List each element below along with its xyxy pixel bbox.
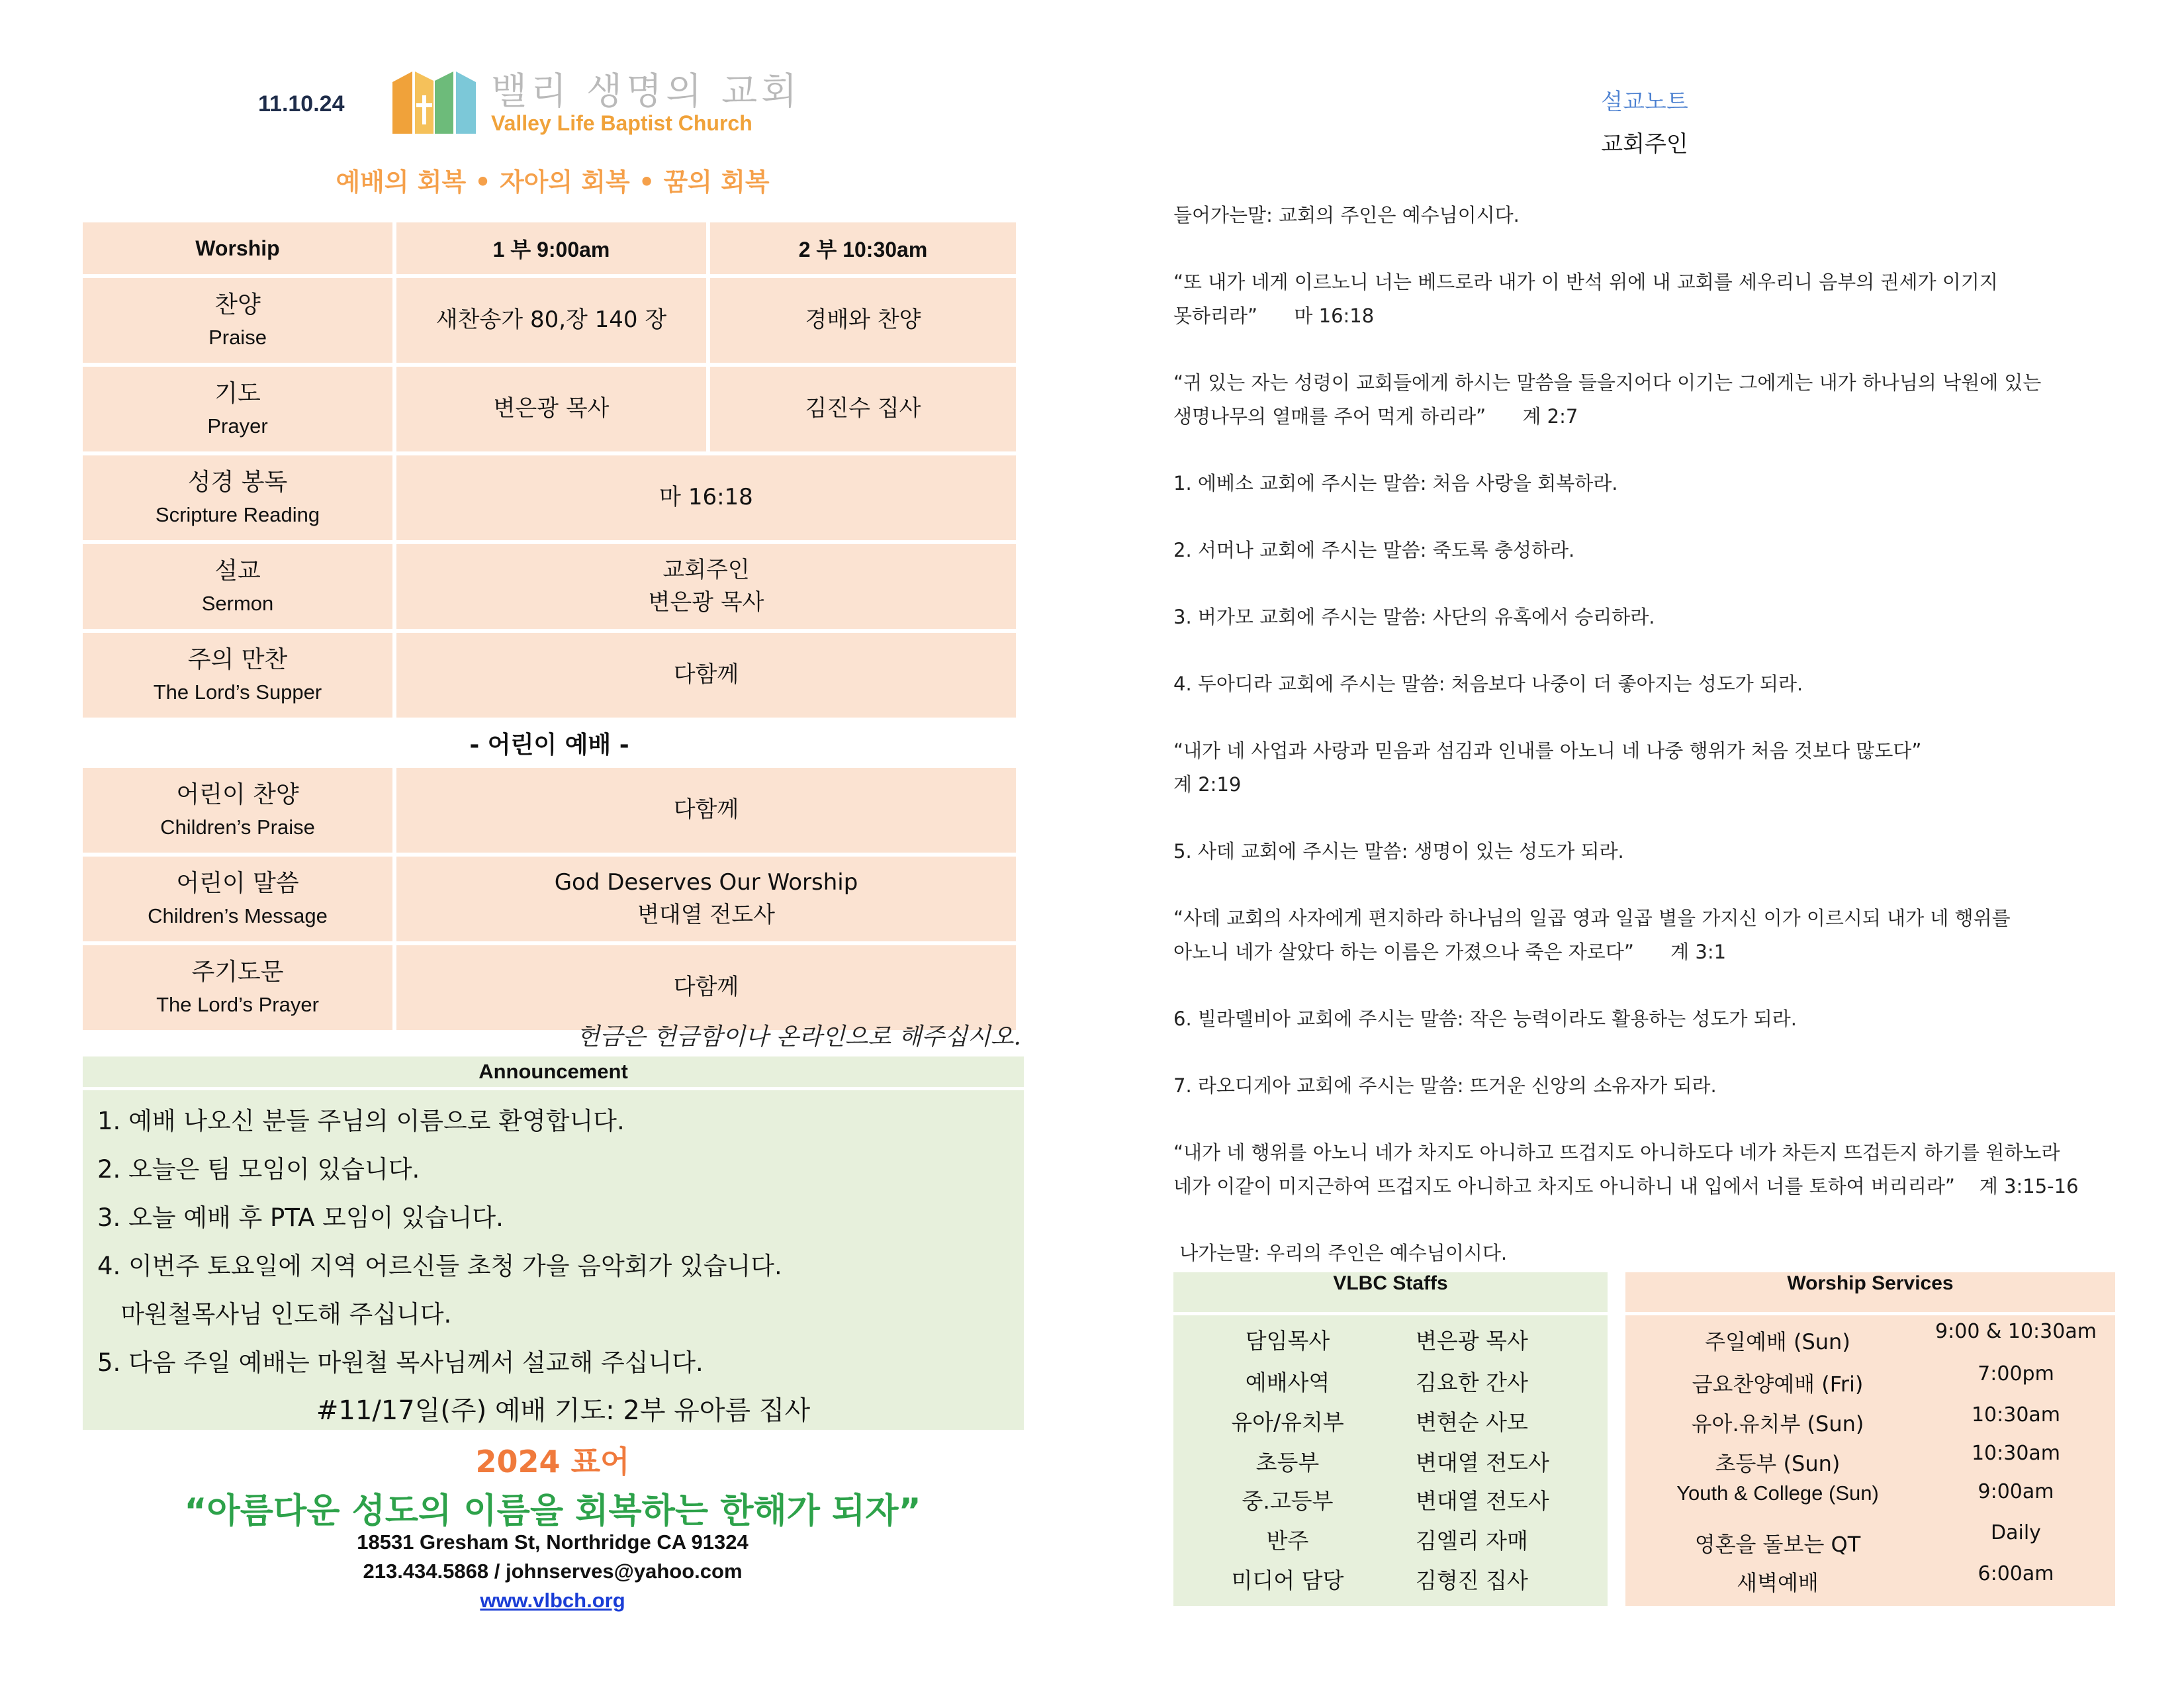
kids-worship-title-row bbox=[83, 722, 1016, 764]
note-line: 아노니 네가 살았다 하는 이름은 가졌으나 죽은 자로다” 계 3:1 bbox=[1173, 941, 1727, 963]
announcement-item: 5. 다음 주일 예배는 마원철 목사님께서 설교해 주십니다. bbox=[97, 1348, 704, 1377]
header-second-service: 2 부 10:30am bbox=[710, 222, 1016, 274]
prayer-row bbox=[83, 367, 1016, 451]
church-website-link[interactable]: www.vlbch.org bbox=[480, 1589, 625, 1612]
staff-name: 변대열 전도사 bbox=[1416, 1488, 1549, 1514]
sermon-notes-subtitle: 교회주인 bbox=[1601, 131, 1688, 158]
kids-praise-label bbox=[83, 768, 392, 853]
note-line: “귀 있는 자는 성령이 교회들에게 하시는 말씀을 들을지어다 이기는 그에게는 내가 하나님의 낙원에 있는 bbox=[1173, 371, 2042, 394]
sermon-label-en: Sermon bbox=[201, 591, 274, 615]
note-line: 5. 사데 교회에 주시는 말씀: 생명이 있는 성도가 되라. bbox=[1173, 840, 1624, 863]
note-line: 들어가는말: 교회의 주인은 예수님이시다. bbox=[1173, 204, 1520, 226]
staff-name: 김엘리 자매 bbox=[1416, 1528, 1528, 1554]
staff-role: 초등부 bbox=[1255, 1450, 1320, 1476]
lords-prayer-row bbox=[83, 945, 1016, 1030]
next-week-prayer-note: #11/17일(주) 예배 기도: 2부 유아름 집사 bbox=[316, 1395, 811, 1426]
lords-prayer-label bbox=[83, 945, 392, 1030]
scripture-row bbox=[83, 455, 1016, 540]
staff-role: 유아/유치부 bbox=[1231, 1409, 1344, 1435]
sermon-row bbox=[83, 544, 1016, 629]
note-line: 못하리라” 마 16:18 bbox=[1173, 305, 1375, 327]
service-time: 10:30am bbox=[1971, 1403, 2061, 1427]
service-time: 9:00 & 10:30am bbox=[1935, 1320, 2097, 1343]
service-time: Daily bbox=[1991, 1521, 2041, 1544]
kids-praise-label-kr: 어린이 찬양 bbox=[176, 781, 299, 809]
note-line: 7. 라오디게아 교회에 주시는 말씀: 뜨거운 신앙의 소유자가 되라. bbox=[1173, 1074, 1717, 1097]
worship-services-title: Worship Services bbox=[1625, 1272, 2115, 1315]
staff-name: 변현순 사모 bbox=[1416, 1409, 1528, 1435]
kids-message-label-kr: 어린이 말씀 bbox=[176, 870, 299, 898]
note-line: 1. 에베소 교회에 주시는 말씀: 처음 사랑을 회복하라. bbox=[1173, 472, 1618, 494]
service-time: 9:00am bbox=[1978, 1480, 2054, 1503]
note-line: 6. 빌라델비아 교회에 주시는 말씀: 작은 능력이라도 활용하는 성도가 되라. bbox=[1173, 1008, 1797, 1030]
praise-label-en: Praise bbox=[208, 325, 267, 349]
kids-praise-value: 다함께 bbox=[396, 768, 1016, 853]
lords-supper-value: 다함께 bbox=[396, 633, 1016, 718]
kids-message-label bbox=[83, 857, 392, 941]
scripture-value: 마 16:18 bbox=[396, 455, 1016, 540]
kids-worship-title: - 어린이 예배 - bbox=[83, 722, 1016, 764]
service-time: 6:00am bbox=[1978, 1562, 2054, 1585]
kids-praise-label-en: Children’s Praise bbox=[160, 815, 315, 839]
announcement-box bbox=[83, 1056, 1024, 1430]
note-line: “또 내가 네게 이르노니 너는 베드로라 내가 이 반석 위에 내 교회를 세우리니 음부의 권세가 이기지 bbox=[1173, 271, 1998, 293]
lords-supper-row bbox=[83, 633, 1016, 718]
note-line: 2. 서머나 교회에 주시는 말씀: 죽도록 충성하라. bbox=[1173, 539, 1575, 561]
note-line: 3. 버가모 교회에 주시는 말씀: 사단의 유혹에서 승리하라. bbox=[1173, 606, 1655, 628]
staff-role: 담임목사 bbox=[1245, 1328, 1330, 1354]
service-name: 주일예배 (Sun) bbox=[1705, 1329, 1850, 1354]
church-website-row bbox=[83, 1589, 1023, 1613]
prayer-label-en: Prayer bbox=[207, 414, 268, 438]
sermon-label-kr: 설교 bbox=[214, 557, 261, 585]
sermon-value bbox=[396, 544, 1016, 629]
staff-name: 김요한 간사 bbox=[1416, 1370, 1528, 1395]
staff-box bbox=[1173, 1272, 1608, 1606]
church-logo-icon bbox=[392, 69, 476, 134]
scripture-label-kr: 성경 봉독 bbox=[187, 469, 288, 496]
staff-role: 중.고등부 bbox=[1242, 1488, 1334, 1514]
church-name-english: Valley Life Baptist Church bbox=[491, 111, 752, 135]
church-motto: 예배의 회복 • 자아의 회복 • 꿈의 회복 bbox=[336, 167, 770, 197]
lords-prayer-label-en: The Lord’s Prayer bbox=[156, 992, 319, 1016]
staff-role: 미디어 담당 bbox=[1231, 1568, 1344, 1593]
header-worship: Worship bbox=[83, 222, 392, 274]
prayer-first-service: 변은광 목사 bbox=[396, 367, 706, 451]
kids-message-value bbox=[396, 857, 1016, 941]
praise-second-service: 경배와 찬양 bbox=[710, 278, 1016, 363]
worship-table-header-row bbox=[83, 222, 1016, 274]
year-theme-label: 2024 표어 bbox=[475, 1444, 630, 1479]
kids-praise-row bbox=[83, 768, 1016, 853]
service-time: 7:00pm bbox=[1978, 1362, 2054, 1385]
church-address: 18531 Gresham St, Northridge CA 91324 bbox=[357, 1530, 749, 1554]
kids-message-preacher: 변대열 전도사 bbox=[637, 902, 775, 928]
announcement-title: Announcement bbox=[83, 1056, 1024, 1090]
announcement-item: 3. 오늘 예배 후 PTA 모임이 있습니다. bbox=[97, 1203, 504, 1232]
staff-name: 변대열 전도사 bbox=[1416, 1450, 1549, 1476]
sermon-title: 교회주인 bbox=[662, 556, 750, 583]
lords-prayer-value: 다함께 bbox=[396, 945, 1016, 1030]
note-line: 네가 이같이 미지근하여 뜨겁지도 아니하고 차지도 아니하니 내 입에서 너를 토하여 버리리라” 계 3:15-16 bbox=[1173, 1175, 2079, 1197]
kids-message-title: God Deserves Our Worship bbox=[554, 868, 858, 896]
worship-order-table bbox=[83, 218, 1024, 1034]
lords-supper-label-kr: 주의 만찬 bbox=[187, 646, 288, 674]
note-line: 계 2:19 bbox=[1173, 773, 1242, 796]
kids-message-row bbox=[83, 857, 1016, 941]
announcement-item: 마원철목사님 인도해 주십니다. bbox=[97, 1300, 452, 1329]
note-line: 생명나무의 열매를 주어 먹게 하리라” 계 2:7 bbox=[1173, 405, 1578, 428]
praise-row bbox=[83, 278, 1016, 363]
service-name: 새벽예배 bbox=[1737, 1570, 1819, 1595]
note-line: 4. 두아디라 교회에 주시는 말씀: 처음보다 나중이 더 좋아지는 성도가 되라. bbox=[1173, 673, 1803, 695]
sermon-label bbox=[83, 544, 392, 629]
service-name: 영혼을 돌보는 QT bbox=[1694, 1532, 1861, 1557]
staff-role: 예배사역 bbox=[1245, 1370, 1330, 1395]
note-line: 나가는말: 우리의 주인은 예수님이시다. bbox=[1173, 1242, 1508, 1264]
announcement-list bbox=[83, 1090, 1024, 1387]
kids-message-label-en: Children’s Message bbox=[148, 904, 328, 927]
service-name: 초등부 (Sun) bbox=[1715, 1451, 1841, 1476]
service-name: 금요찬양예배 (Fri) bbox=[1692, 1372, 1864, 1397]
note-line: “내가 네 행위를 아노니 네가 차지도 아니하고 뜨겁지도 아니하도다 네가 차든지 뜨겁든지 하기를 원하노라 bbox=[1173, 1141, 2060, 1164]
sermon-preacher: 변은광 목사 bbox=[648, 589, 764, 616]
scripture-label bbox=[83, 455, 392, 540]
praise-label-kr: 찬양 bbox=[214, 291, 261, 319]
prayer-label-kr: 기도 bbox=[214, 380, 261, 408]
lords-supper-label-en: The Lord’s Supper bbox=[153, 680, 322, 704]
church-name-korean: 밸리 생명의 교회 bbox=[491, 70, 801, 113]
announcement-item: 4. 이번주 토요일에 지역 어르신들 초청 가을 음악회가 있습니다. bbox=[97, 1252, 782, 1280]
announcement-item: 2. 오늘은 팀 모임이 있습니다. bbox=[97, 1155, 420, 1184]
service-name: Youth & College (Sun) bbox=[1676, 1481, 1879, 1505]
bulletin-date: 11.10.24 bbox=[258, 91, 345, 117]
lords-prayer-label-kr: 주기도문 bbox=[191, 959, 284, 986]
announcement-item: 1. 예배 나오신 분들 주님의 이름으로 환영합니다. bbox=[97, 1107, 625, 1135]
year-slogan: “아름다운 성도의 이름을 회복하는 한해가 되자” bbox=[184, 1491, 921, 1531]
note-line: “사데 교회의 사자에게 편지하라 하나님의 일곱 영과 일곱 별을 가지신 이가 이르시되 내가 네 행위를 bbox=[1173, 907, 2011, 929]
note-line: “내가 네 사업과 사랑과 믿음과 섬김과 인내를 아노니 네 나중 행위가 처음 것보다 많도다” bbox=[1173, 739, 1922, 762]
worship-services-box bbox=[1625, 1272, 2115, 1606]
prayer-second-service: 김진수 집사 bbox=[710, 367, 1016, 451]
staff-role: 반주 bbox=[1266, 1528, 1309, 1554]
staff-name: 김형진 집사 bbox=[1416, 1568, 1528, 1593]
service-time: 10:30am bbox=[1971, 1442, 2061, 1465]
staff-box-title: VLBC Staffs bbox=[1173, 1272, 1608, 1315]
sermon-notes-title: 설교노트 bbox=[1601, 89, 1688, 115]
praise-first-service: 새찬송가 80,장 140 장 bbox=[396, 278, 706, 363]
prayer-label bbox=[83, 367, 392, 451]
offering-note: 헌금은 헌금함이나 온라인으로 해주십시오. bbox=[576, 1023, 1021, 1051]
staff-name: 변은광 목사 bbox=[1416, 1328, 1528, 1354]
scripture-label-en: Scripture Reading bbox=[155, 502, 320, 526]
church-contact: 213.434.5868 / johnserves@yahoo.com bbox=[363, 1560, 743, 1583]
header-first-service: 1 부 9:00am bbox=[396, 222, 706, 274]
lords-supper-label bbox=[83, 633, 392, 718]
service-name: 유아.유치부 (Sun) bbox=[1691, 1411, 1864, 1436]
praise-label bbox=[83, 278, 392, 363]
